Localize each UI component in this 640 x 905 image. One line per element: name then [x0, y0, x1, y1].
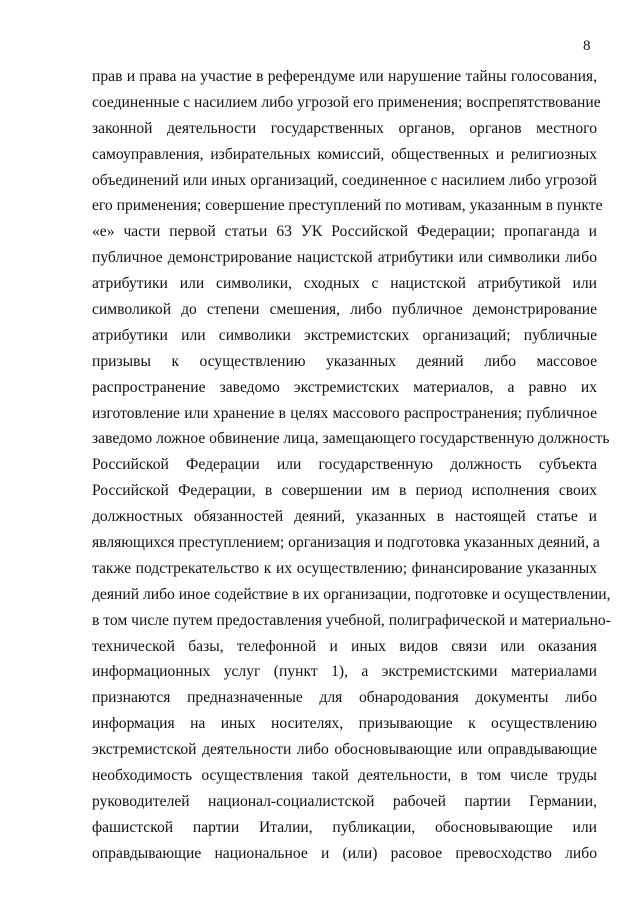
text-line: экстремистской деятельности либо обосновывающие или оправдывающие [92, 741, 597, 759]
text-line: в том числе путем предоставления учебной, полиграфической и материально- [92, 611, 611, 629]
text-line: распространение заведомо экстремистских материалов, а равно их [92, 378, 597, 396]
text-line: деяний либо иное содействие в их организации, подготовке и осуществлении, [92, 585, 611, 603]
text-line: также подстрекательство к их осуществлению; финансирование указанных [92, 559, 597, 577]
text-line: технической базы, телефонной и иных видов связи или оказания [92, 637, 597, 655]
text-line: публичное демонстрирование нацистской атрибутики или символики либо [92, 249, 597, 267]
text-line: оправдывающие национальное и (или) расовое превосходство либо [92, 844, 597, 862]
text-line: прав и права на участие в референдуме или нарушение тайны голосования, [92, 68, 597, 85]
text-line: заведомо ложное обвинение лица, замещающего государственную должность [92, 430, 610, 448]
text-line: атрибутики или символики экстремистских организаций; публичные [92, 326, 597, 344]
document-body [92, 64, 611, 867]
text-line: информация на иных носителях, призывающие к осуществлению [92, 715, 597, 733]
text-line: изготовление или хранение в целях массового распространения; публичное [92, 404, 597, 422]
text-line: призывы к осуществлению указанных деяний либо массовое [92, 352, 597, 370]
text-line: должностных обязанностей деяний, указанных в настоящей статье и [92, 508, 597, 526]
text-line: руководителей национал-социалистской рабочей партии Германии, [92, 792, 597, 810]
text-line: фашистской партии Италии, публикации, обосновывающие или [92, 818, 597, 836]
text-line: символикой до степени смешения, либо публичное демонстрирование [92, 301, 597, 319]
text-line: являющихся преступлением; организация и подготовка указанных деяний, а [92, 534, 600, 552]
page-number: 8 [583, 38, 591, 54]
text-line: его применения; совершение преступлений по мотивам, указанным в пункте [92, 197, 603, 215]
text-line: «е» части первой статьи 63 УК Российской Федерации; пропаганда и [92, 223, 597, 241]
text-line: соединенные с насилием либо угрозой его применения; воспрепятствование [92, 93, 601, 111]
text-line: Российской Федерации, в совершении им в период исполнения своих [92, 482, 597, 500]
text-line: необходимость осуществления такой деятельности, в том числе труды [92, 767, 597, 785]
text-line: законной деятельности государственных органов, органов местного [92, 119, 597, 137]
text-line: атрибутики или символики, сходных с нацистской атрибутикой или [92, 275, 597, 293]
text-line: самоуправления, избирательных комиссий, общественных и религиозных [92, 145, 597, 163]
text-line: признаются предназначенные для обнародования документы либо [92, 689, 597, 707]
text-line: объединений или иных организаций, соединенное с насилием либо угрозой [92, 171, 597, 189]
text-line: Российской Федерации или государственную должность субъекта [92, 456, 597, 474]
text-line: информационных услуг (пункт 1), а экстремистскими материалами [92, 663, 597, 681]
